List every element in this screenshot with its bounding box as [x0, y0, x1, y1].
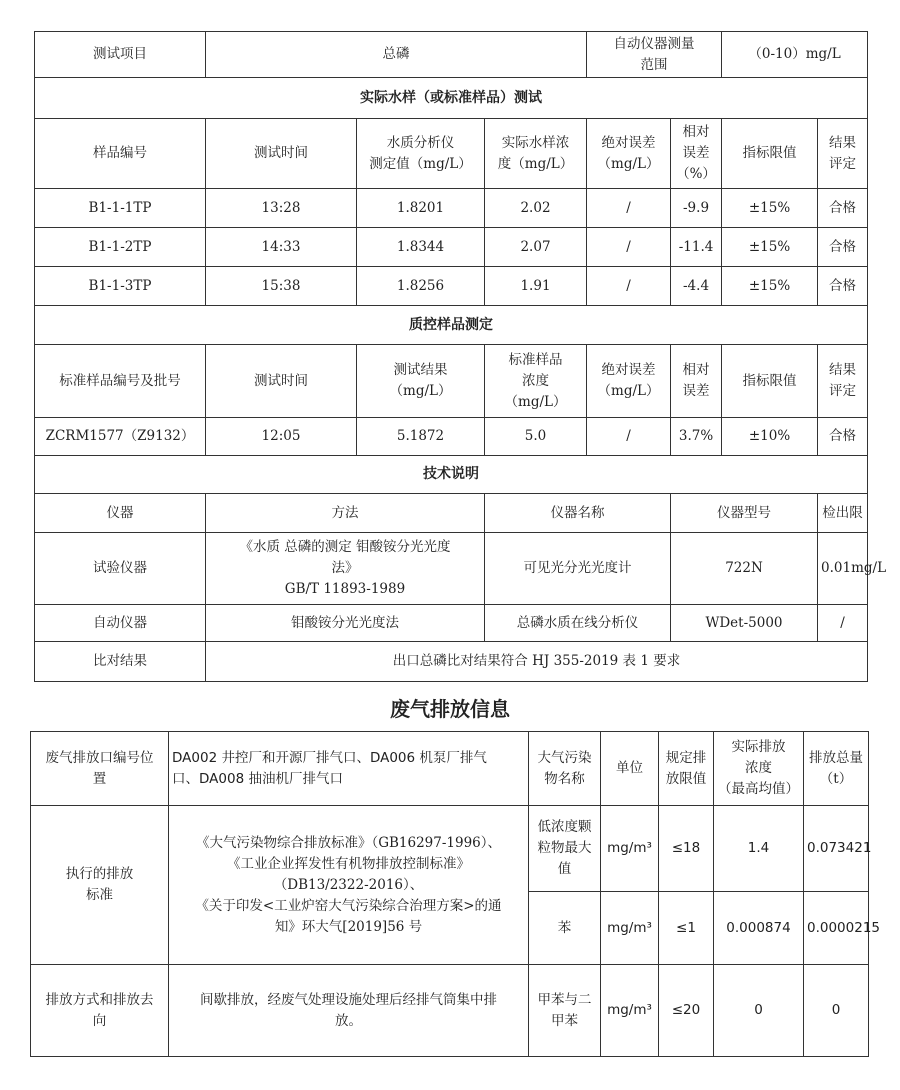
cell: WDet-5000 [671, 605, 818, 642]
cell: -4.4 [671, 267, 722, 306]
cell: 0 [804, 965, 869, 1057]
col-header: 水质分析仪 测定值（mg/L） [357, 119, 485, 189]
col-header: 仪器 [35, 494, 206, 533]
col-header: 实际排放 浓度 （最高均值） [714, 732, 804, 806]
range-value: （0-10）mg/L [722, 32, 868, 78]
cell: ≤1 [659, 892, 714, 965]
cell: B1-1-1TP [35, 189, 206, 228]
col-header: 测试时间 [206, 119, 357, 189]
phosphorus-comparison-table [34, 31, 887, 682]
table-row [31, 965, 869, 1057]
cell: ±15% [722, 267, 818, 306]
col-header: 测试时间 [206, 345, 357, 418]
cell: 钼酸铵分光光度法 [206, 605, 485, 642]
col-header: 标准样品编号及批号 [35, 345, 206, 418]
col-header: 大气污染 物名称 [529, 732, 601, 806]
cell: 0.0000215 [804, 892, 869, 965]
col-header: 方法 [206, 494, 485, 533]
cell: / [587, 267, 671, 306]
table-row [31, 732, 869, 806]
cell: 试验仪器 [35, 533, 206, 605]
cell: B1-1-3TP [35, 267, 206, 306]
discharge-label: 排放方式和排放去 向 [31, 965, 169, 1057]
outlet-value: DA002 井控厂和开源厂排气口、DA006 机泵厂排气 口、DA008 抽油机厂排气口 [169, 732, 529, 806]
section-tech-notes: 技术说明 [35, 456, 868, 494]
table-row [35, 533, 868, 605]
cell: 722N [671, 533, 818, 605]
cell: 2.07 [485, 228, 587, 267]
cell: / [587, 189, 671, 228]
cell: 15:38 [206, 267, 357, 306]
cell: 5.0 [485, 418, 587, 456]
test-item-value: 总磷 [206, 32, 587, 78]
col-header: 仪器名称 [485, 494, 671, 533]
discharge-value: 间歇排放，经废气处理设施处理后经排气筒集中排 放。 [169, 965, 529, 1057]
range-label: 自动仪器测量 范围 [587, 32, 722, 78]
cell: 甲苯与二 甲苯 [529, 965, 601, 1057]
cell: 12:05 [206, 418, 357, 456]
col-header: 指标限值 [722, 345, 818, 418]
col-header: 单位 [601, 732, 659, 806]
col-header: 排放总量 （t） [804, 732, 869, 806]
cell: -9.9 [671, 189, 722, 228]
col-header: 样品编号 [35, 119, 206, 189]
exhaust-emission-table [30, 731, 881, 1057]
cell: mg/m³ [601, 892, 659, 965]
cell: 1.8256 [357, 267, 485, 306]
tech-header-row [35, 494, 868, 533]
col-header: 绝对误差 （mg/L） [587, 345, 671, 418]
cell: ±15% [722, 189, 818, 228]
cell: 14:33 [206, 228, 357, 267]
standard-label: 执行的排放 标准 [31, 806, 169, 965]
cell: 《水质 总磷的测定 钼酸铵分光光度 法》 GB/T 11893-1989 [206, 533, 485, 605]
col-header: 标准样品 浓度 （mg/L） [485, 345, 587, 418]
col-header: 测试结果 （mg/L） [357, 345, 485, 418]
cell: / [587, 418, 671, 456]
table-row [35, 267, 868, 306]
cell: 总磷水质在线分析仪 [485, 605, 671, 642]
cell: 合格 [818, 267, 868, 306]
cell: 苯 [529, 892, 601, 965]
cell: / [587, 228, 671, 267]
section-qc-samples: 质控样品测定 [35, 306, 868, 345]
compare-value: 出口总磷比对结果符合 HJ 355-2019 表 1 要求 [206, 642, 868, 682]
table-row [35, 228, 868, 267]
cell: mg/m³ [601, 965, 659, 1057]
cell: mg/m³ [601, 806, 659, 892]
actual-header-row [35, 119, 868, 189]
cell: ≤20 [659, 965, 714, 1057]
cell: ±10% [722, 418, 818, 456]
cell: 合格 [818, 228, 868, 267]
cell: 0 [714, 965, 804, 1057]
col-header: 指标限值 [722, 119, 818, 189]
col-header: 相对 误差 （%） [671, 119, 722, 189]
table-row [35, 189, 868, 228]
table-row [35, 605, 868, 642]
standard-value: 《大气污染物综合排放标准》（GB16297-1996）、 《工业企业挥发性有机物排放控制标准》 （DB13/2322-2016）、 《关于印发<工业炉窑大气污染综合治理方案>的通 知》环大气[2019]56 号 [169, 806, 529, 965]
exhaust-info-title: 废气排放信息 [390, 697, 510, 721]
cell: / [818, 605, 868, 642]
col-header: 结果 评定 [818, 345, 868, 418]
cell: 1.8344 [357, 228, 485, 267]
table-row [35, 418, 868, 456]
cell: ZCRM1577（Z9132） [35, 418, 206, 456]
section-actual-samples: 实际水样（或标准样品）测试 [35, 78, 868, 119]
cell: 5.1872 [357, 418, 485, 456]
cell: 0.01mg/L [818, 533, 868, 605]
cell: 自动仪器 [35, 605, 206, 642]
cell: B1-1-2TP [35, 228, 206, 267]
col-header: 仪器型号 [671, 494, 818, 533]
cell: 低浓度颗 粒物最大 值 [529, 806, 601, 892]
col-header: 绝对误差 （mg/L） [587, 119, 671, 189]
col-header: 相对 误差 [671, 345, 722, 418]
test-item-label: 测试项目 [35, 32, 206, 78]
col-header: 检出限 [818, 494, 868, 533]
table-row [31, 806, 869, 892]
outlet-label: 废气排放口编号位 置 [31, 732, 169, 806]
col-header: 结果 评定 [818, 119, 868, 189]
col-header: 规定排 放限值 [659, 732, 714, 806]
cell: 0.073421 [804, 806, 869, 892]
cell: 1.4 [714, 806, 804, 892]
cell: ≤18 [659, 806, 714, 892]
cell: 0.000874 [714, 892, 804, 965]
qc-header-row [35, 345, 868, 418]
cell: 1.8201 [357, 189, 485, 228]
cell: 合格 [818, 189, 868, 228]
cell: -11.4 [671, 228, 722, 267]
table-row [35, 642, 868, 682]
cell: 2.02 [485, 189, 587, 228]
cell: 1.91 [485, 267, 587, 306]
compare-label: 比对结果 [35, 642, 206, 682]
cell: 3.7% [671, 418, 722, 456]
cell: 可见光分光光度计 [485, 533, 671, 605]
cell: 合格 [818, 418, 868, 456]
cell: 13:28 [206, 189, 357, 228]
cell: ±15% [722, 228, 818, 267]
col-header: 实际水样浓 度（mg/L） [485, 119, 587, 189]
